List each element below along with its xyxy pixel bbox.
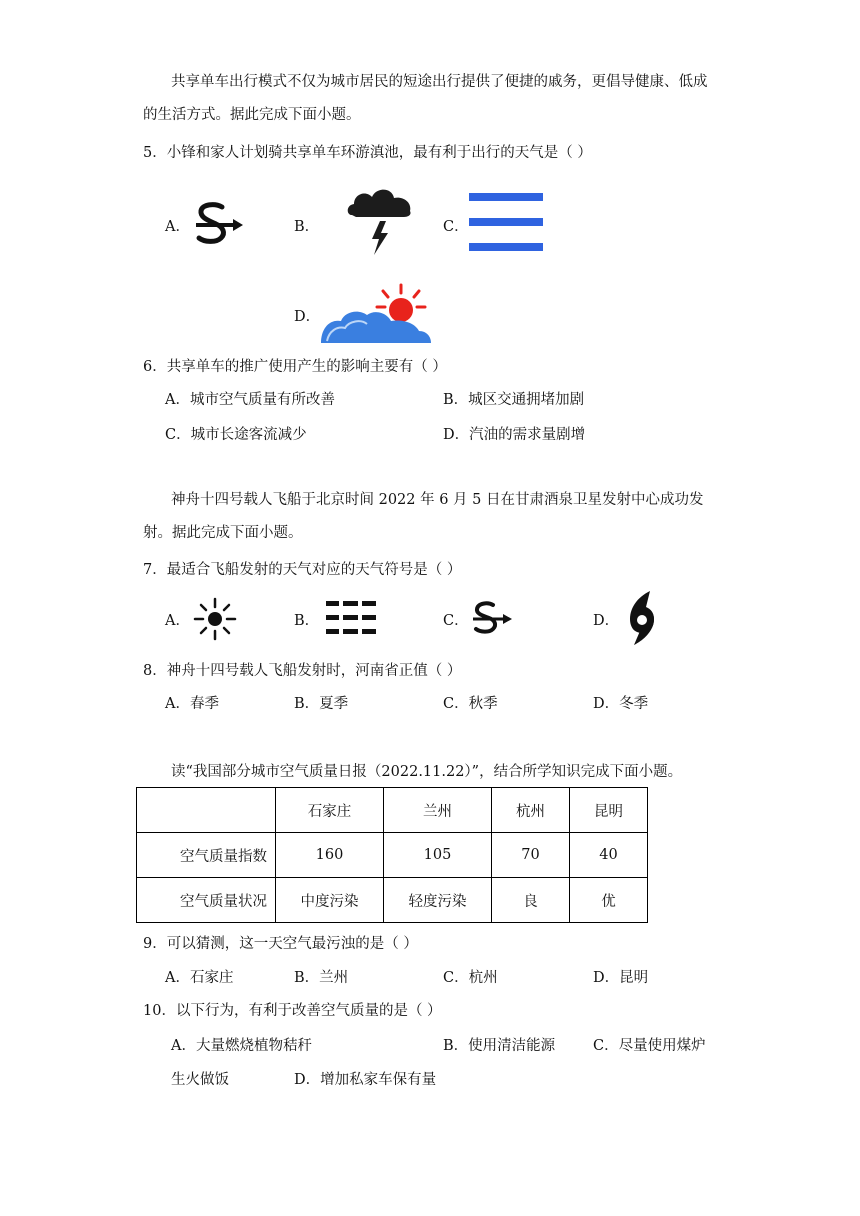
q10-option-c: C．尽量使用煤炉 bbox=[593, 1038, 706, 1054]
table-row bbox=[137, 878, 648, 923]
table-header-cell bbox=[137, 788, 276, 833]
sandstorm-icon bbox=[190, 200, 248, 248]
q9-option-b: B．兰州 bbox=[294, 970, 349, 986]
question-10-stem: 10．以下行为，有利于改善空气质量的是（ ） bbox=[143, 1003, 442, 1019]
question-5-stem: 5．小锋和家人计划骑共享单车环游滇池，最有利于出行的天气是（ ） bbox=[143, 145, 592, 161]
q6-option-c: C．城市长途客流减少 bbox=[165, 427, 307, 443]
sun-behind-cloud-icon bbox=[319, 283, 433, 345]
table-cell: 40 bbox=[570, 833, 648, 878]
q6-option-d: D．汽油的需求量剧增 bbox=[443, 427, 586, 443]
q6-option-b: B．城区交通拥堵加剧 bbox=[443, 392, 585, 408]
fog-lines-icon bbox=[469, 193, 543, 253]
q5-option-a-label: A． bbox=[165, 219, 190, 235]
q5-option-c-label: C． bbox=[443, 219, 469, 235]
question-8-stem: 8．神舟十四号载人飞船发射时，河南省正值（ ） bbox=[143, 663, 462, 679]
question-6-stem: 6．共享单车的推广使用产生的影响主要有（ ） bbox=[143, 359, 447, 375]
table-cell: 空气质量指数 bbox=[137, 833, 276, 878]
q7-option-d-label: D． bbox=[593, 613, 620, 629]
q10-option-b: B．使用清洁能源 bbox=[443, 1038, 556, 1054]
table-header-cell: 石家庄 bbox=[276, 788, 384, 833]
q8-option-a: A．春季 bbox=[165, 696, 219, 712]
q10-option-c-continuation: 生火做饭 bbox=[171, 1072, 229, 1088]
passage-bike-sharing: 共享单车出行模式不仅为城市居民的短途出行提供了便捷的戚务，更倡导健康、低成的生活方式。据此完成下面小题。 bbox=[143, 74, 708, 123]
q5-option-d-label: D． bbox=[294, 309, 321, 325]
q7-option-b-label: B． bbox=[294, 613, 320, 629]
passage-air-quality: 读“我国部分城市空气质量日报（2022.11.22）”，结合所学知识完成下面小题。 bbox=[171, 764, 683, 780]
air-quality-table bbox=[136, 787, 648, 923]
q5-option-b-label: B． bbox=[294, 219, 320, 235]
q9-option-d: D．昆明 bbox=[593, 970, 649, 986]
passage-shenzhou: 神舟十四号载人飞船于北京时间 2022 年 6 月 5 日在甘肃酒泉卫星发射中心成功发射。据此完成下面小题。 bbox=[143, 492, 704, 541]
question-7-stem: 7．最适合飞船发射的天气对应的天气符号是（ ） bbox=[143, 562, 462, 578]
q7-option-a-label: A． bbox=[165, 613, 190, 629]
table-header-cell: 杭州 bbox=[492, 788, 570, 833]
table-header-cell: 兰州 bbox=[384, 788, 492, 833]
q10-option-d: D．增加私家车保有量 bbox=[294, 1072, 437, 1088]
q8-option-d: D．冬季 bbox=[593, 696, 649, 712]
q8-option-b: B．夏季 bbox=[294, 696, 349, 712]
q9-option-c: C．杭州 bbox=[443, 970, 498, 986]
q10-option-a: A．大量燃烧植物秸秆 bbox=[171, 1038, 312, 1054]
typhoon-icon bbox=[624, 589, 660, 647]
table-cell: 105 bbox=[384, 833, 492, 878]
question-9-stem: 9．可以猜测，这一天空气最污浊的是（ ） bbox=[143, 936, 418, 952]
table-cell: 中度污染 bbox=[276, 878, 384, 923]
table-cell: 良 bbox=[492, 878, 570, 923]
table-row bbox=[137, 833, 648, 878]
table-cell: 160 bbox=[276, 833, 384, 878]
table-cell: 轻度污染 bbox=[384, 878, 492, 923]
q7-option-c-label: C． bbox=[443, 613, 469, 629]
q8-option-c: C．秋季 bbox=[443, 696, 498, 712]
table-header-cell: 昆明 bbox=[570, 788, 648, 833]
thunderstorm-icon bbox=[344, 185, 416, 257]
table-cell: 70 bbox=[492, 833, 570, 878]
table-header-row bbox=[137, 788, 648, 833]
q9-option-a: A．石家庄 bbox=[165, 970, 234, 986]
sandstorm-icon bbox=[469, 600, 515, 638]
q6-option-a: A．城市空气质量有所改善 bbox=[165, 392, 335, 408]
sunny-icon bbox=[193, 597, 237, 641]
table-cell: 优 bbox=[570, 878, 648, 923]
fog-dashes-icon bbox=[326, 601, 376, 635]
table-cell: 空气质量状况 bbox=[137, 878, 276, 923]
